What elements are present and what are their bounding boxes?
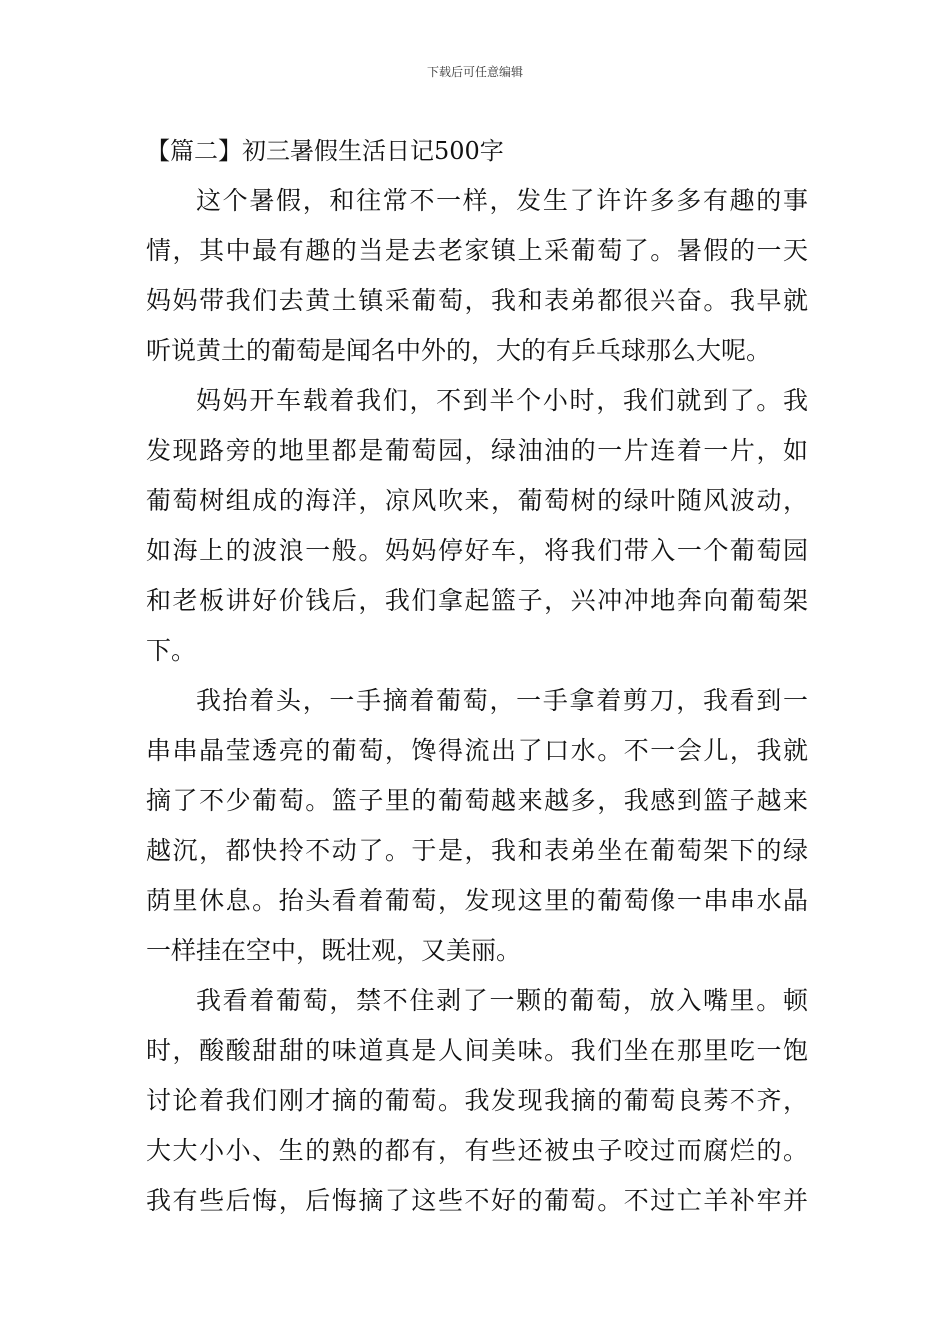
paragraph-4 [146,976,808,1226]
paragraph-line: 我有些后悔，后悔摘了这些不好的葡萄。不过亡羊补牢并 [146,1186,808,1215]
paragraph-line: 我抬着头，一手摘着葡萄，一手拿着剪刀，我看到一 [196,686,808,715]
paragraph-3 [146,676,808,976]
paragraph-2 [146,376,808,676]
paragraph-line: 大大小小、生的熟的都有，有些还被虫子咬过而腐烂的。 [146,1136,808,1165]
paragraph-line: 如海上的波浪一般。妈妈停好车，将我们带入一个葡萄园 [146,536,808,565]
paragraph-line: 妈妈开车载着我们，不到半个小时，我们就到了。我 [196,386,808,415]
document-title: 【篇二】初三暑假生活日记500字 [146,137,504,165]
paragraph-line: 下。 [146,636,197,665]
paragraph-line: 时，酸酸甜甜的味道真是人间美味。我们坐在那里吃一饱 [146,1036,808,1065]
paragraph-line: 发现路旁的地里都是葡萄园，绿油油的一片连着一片，如 [146,436,808,465]
paragraph-line: 荫里休息。抬头看着葡萄，发现这里的葡萄像一串串水晶 [146,886,808,915]
paragraph-line: 妈妈带我们去黄土镇采葡萄，我和表弟都很兴奋。我早就 [146,286,808,315]
paragraph-line: 葡萄树组成的海洋，凉风吹来，葡萄树的绿叶随风波动， [146,486,808,515]
paragraph-line: 情，其中最有趣的当是去老家镇上采葡萄了。暑假的一天 [146,236,808,265]
paragraph-1 [146,176,808,376]
paragraph-line: 讨论着我们刚才摘的葡萄。我发现我摘的葡萄良莠不齐， [146,1086,808,1115]
paragraph-line: 一样挂在空中，既壮观，又美丽。 [146,936,522,965]
paragraph-line: 摘了不少葡萄。篮子里的葡萄越来越多，我感到篮子越来 [146,786,808,815]
paragraph-line: 我看着葡萄，禁不住剥了一颗的葡萄，放入嘴里。顿 [196,986,808,1015]
paragraph-line: 越沉，都快拎不动了。于是，我和表弟坐在葡萄架下的绿 [146,836,808,865]
page-header-note: 下载后可任意编辑 [426,65,523,79]
paragraph-line: 这个暑假，和往常不一样，发生了许许多多有趣的事 [196,186,808,215]
paragraph-line: 和老板讲好价钱后，我们拿起篮子，兴冲冲地奔向葡萄架 [146,586,808,615]
paragraph-line: 串串晶莹透亮的葡萄，馋得流出了口水。不一会儿，我就 [146,736,808,765]
document-body [146,126,808,1226]
paragraph-line: 听说黄土的葡萄是闻名中外的，大的有乒乓球那么大呢。 [146,336,772,365]
